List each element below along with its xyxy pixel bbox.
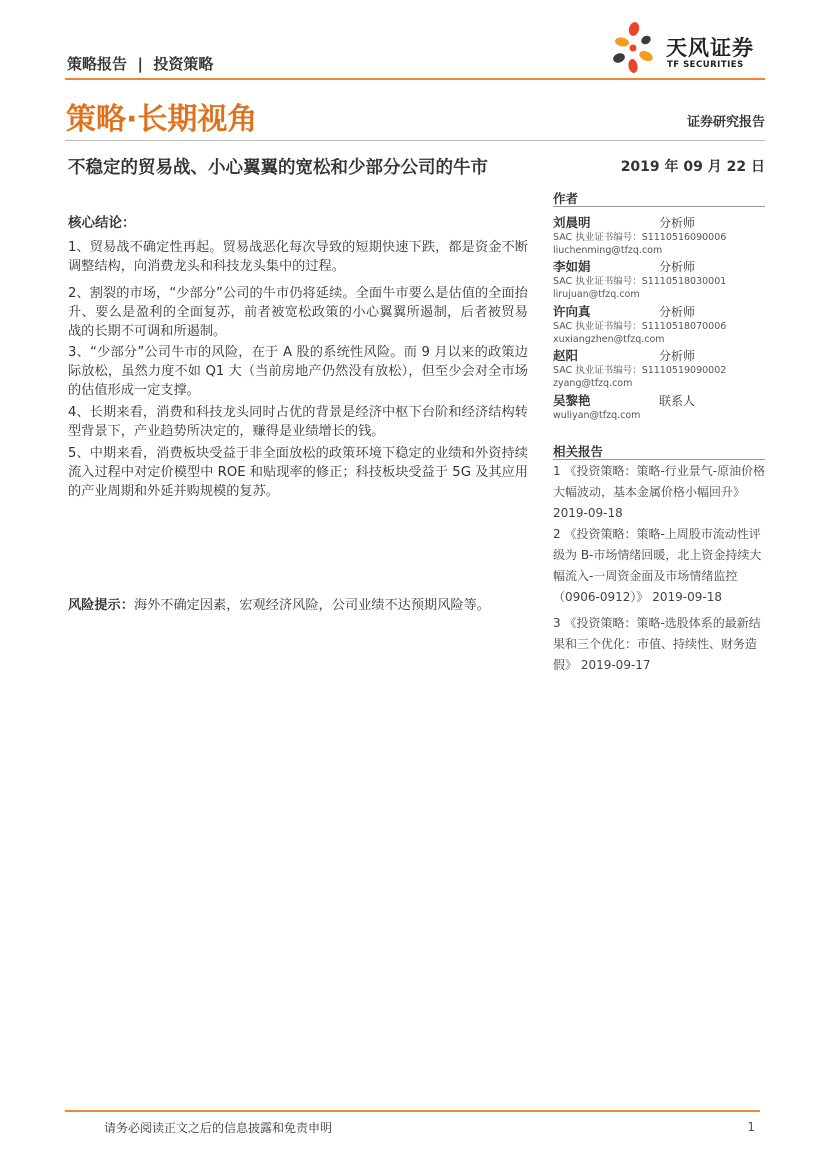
related-report-item[interactable]: 1 《投资策略：策略-行业景气-原油价格大幅波动，基本金属价格小幅回升》 2019-09-18 — [553, 464, 766, 520]
header-rule — [65, 78, 765, 80]
conclusion-paragraph-3: 3、“少部分”公司牛市的风险，在于 A 股的系统性风险。而 9 月以来的政策边际放松，虽然力度不如 Q1 大（当前房地产仍然没有放松），但至少会对全市场的估值形成一定支撑。 — [68, 345, 528, 398]
author-name: 刘晨明 — [553, 215, 591, 230]
author-name: 李如娟 — [553, 259, 591, 274]
author-email[interactable]: xuxiangzhen@tfzq.com — [553, 334, 665, 345]
breadcrumb — [67, 53, 213, 74]
authors-divider — [553, 206, 765, 207]
breadcrumb-separator: | — [127, 55, 154, 73]
breadcrumb-category: 策略报告 — [67, 55, 128, 73]
related-report-item[interactable]: 3 《投资策略：策略-选股体系的最新结果和三个优化：市值、持续性、财务造假》 2019-09-17 — [553, 616, 761, 672]
conclusion-paragraph-5: 5、中期来看，消费板块受益于非全面放松的政策环境下稳定的业绩和外资持续流入过程中对定价模型中 ROE 和贴现率的修正；科技板块受益于 5G 及其应用的产业周期和外延并购规模的复苏。 — [68, 446, 528, 499]
author-role: 分析师 — [659, 349, 696, 363]
author-email[interactable]: liuchenming@tfzq.com — [553, 245, 663, 256]
risk-warning-label: 风险提示： — [68, 598, 134, 613]
author-email[interactable]: zyang@tfzq.com — [553, 378, 633, 389]
related-divider — [553, 459, 765, 460]
author-role: 分析师 — [659, 260, 696, 274]
report-subtitle: 不稳定的贸易战、小心翼翼的宽松和少部分公司的牛市 — [68, 158, 488, 178]
author-role: 分析师 — [659, 216, 696, 230]
disclaimer-notice: 请务必阅读正文之后的信息披露和免责申明 — [104, 1121, 333, 1135]
author-cert: SAC 执业证书编号：S1110516090006 — [553, 232, 727, 243]
page-number: 1 — [747, 1120, 755, 1134]
author-name: 赵阳 — [553, 348, 579, 363]
author-name: 吴黎艳 — [553, 393, 591, 408]
conclusion-paragraph-2: 2、割裂的市场，“少部分”公司的牛市仍将延续。全面牛市要么是估值的全面抬升、要么是盈利的全面复苏，前者被宽松政策的小心翼翼所遏制，后者被贸易战的长期不可调和所遏制。 — [68, 286, 528, 339]
core-conclusion-heading: 核心结论： — [68, 215, 136, 231]
author-role: 分析师 — [659, 305, 696, 319]
footer-rule — [65, 1110, 760, 1112]
logo-english-name: TF SECURITIES — [667, 60, 744, 70]
title-divider — [65, 140, 765, 141]
report-date: 2019 年 09 月 22 日 — [620, 159, 765, 175]
author-cert: SAC 执业证书编号：S1110519090002 — [553, 365, 727, 376]
flower-logo-icon — [608, 20, 664, 76]
risk-warning — [68, 594, 490, 613]
report-title: 策略·长期视角 — [66, 102, 258, 137]
author-entry — [553, 390, 765, 422]
author-role: 联系人 — [659, 394, 696, 408]
related-reports-heading: 相关报告 — [553, 444, 604, 459]
conclusion-paragraph-1: 1、贸易战不确定性再起。贸易战恶化每次导致的短期快速下跌，都是资金不断调整结构，向消费龙头和科技龙头集中的过程。 — [68, 240, 528, 274]
tf-securities-logo — [608, 20, 768, 76]
author-name: 许向真 — [553, 304, 591, 319]
logo-chinese-name: 天风证券 — [666, 36, 754, 60]
related-report-item[interactable]: 2 《投资策略：策略-上周股市流动性评级为 B-市场情绪回暖，北上资金持续大幅流入-一周资金面及市场情绪监控（0906-0912）》 2019-09-18 — [553, 527, 762, 604]
authors-heading: 作者 — [553, 191, 579, 206]
author-email[interactable]: wuliyan@tfzq.com — [553, 410, 641, 421]
author-entry — [553, 301, 765, 346]
breadcrumb-subcategory: 投资策略 — [153, 55, 214, 73]
author-entry — [553, 212, 765, 257]
author-email[interactable]: lirujuan@tfzq.com — [553, 289, 640, 300]
report-type-label: 证券研究报告 — [686, 115, 765, 130]
author-cert: SAC 执业证书编号：S1110518030001 — [553, 276, 727, 287]
author-cert: SAC 执业证书编号：S1110518070006 — [553, 321, 727, 332]
conclusion-paragraph-4: 4、长期来看，消费和科技龙头同时占优的背景是经济中枢下台阶和经济结构转型背景下，产业趋势所决定的，赚得是业绩增长的钱。 — [68, 405, 528, 439]
risk-warning-text: 海外不确定因素，宏观经济风险，公司业绩不达预期风险等。 — [133, 598, 490, 613]
author-entry — [553, 256, 765, 301]
author-entry — [553, 345, 765, 390]
